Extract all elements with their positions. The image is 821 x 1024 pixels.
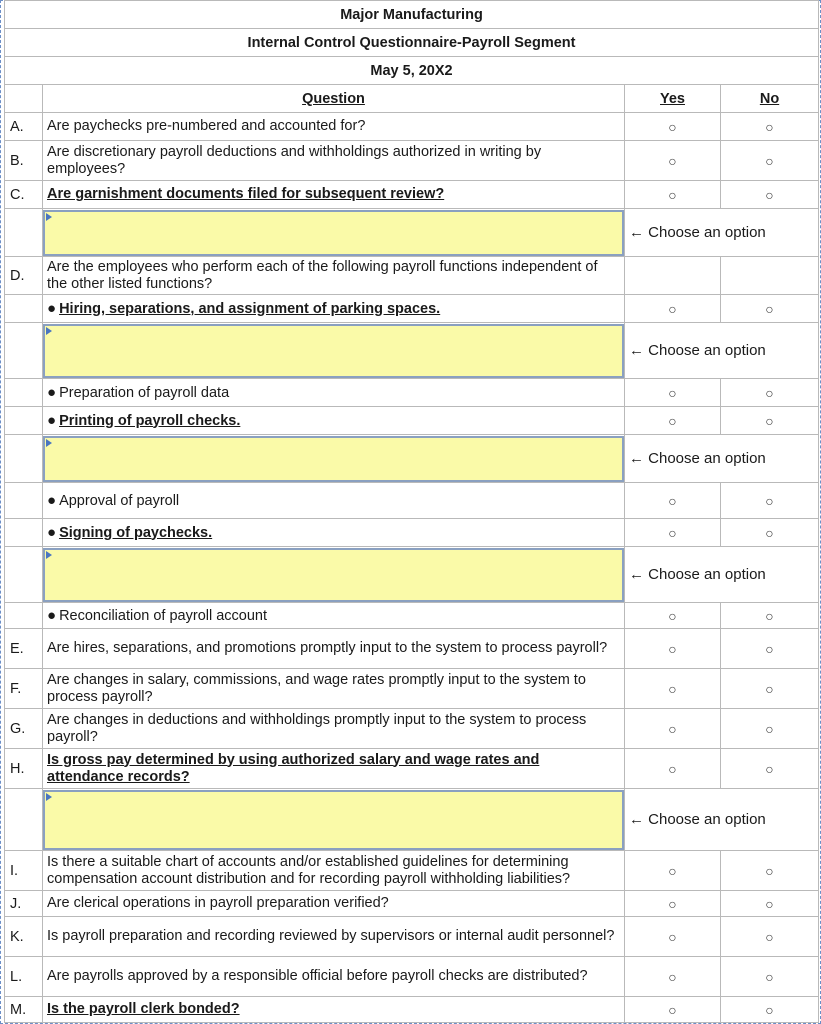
empty-cell [5,603,43,629]
question-text: Signing of paychecks. [59,524,213,541]
choose-option-dropdown[interactable]: ← Choose an option [625,209,819,257]
question-text: Reconciliation of payroll account [59,607,268,624]
no-radio[interactable]: ○ [721,295,819,323]
empty-cell [5,323,43,379]
no-radio[interactable]: ○ [721,749,819,789]
bullet-icon: ● [47,523,57,541]
empty-cell [5,295,43,323]
empty-cell [5,407,43,435]
yes-radio[interactable]: ○ [625,917,721,957]
no-radio[interactable]: ○ [721,519,819,547]
yes-radio[interactable]: ○ [625,629,721,669]
row-letter: G. [5,709,43,749]
question-text: Are hires, separations, and promotions promptly input to the system to process payroll? [43,629,625,669]
question-row-e [5,629,819,669]
yes-radio[interactable]: ○ [625,669,721,709]
bullet-icon: ● [47,299,57,317]
question-row-g [5,709,819,749]
subquestion-row [5,603,819,629]
choose-option-dropdown[interactable]: ← Choose an option [625,789,819,851]
bullet-icon: ● [47,606,57,624]
choose-option-dropdown[interactable]: ← Choose an option [625,435,819,483]
question-text: Are changes in salary, commissions, and wage rates promptly input to the system to process payroll? [43,669,625,709]
question-row-a [5,113,819,141]
question-row-h [5,749,819,789]
marker-icon [46,327,52,335]
no-radio[interactable]: ○ [721,181,819,209]
question-row-b [5,141,819,181]
question-text: Hiring, separations, and assignment of parking spaces. [59,300,441,317]
company-name: Major Manufacturing [5,1,819,29]
bullet-icon: ● [47,411,57,429]
no-radio[interactable]: ○ [721,997,819,1023]
marker-icon [46,213,52,221]
yes-radio[interactable]: ○ [625,519,721,547]
answer-cell [43,323,625,379]
row-letter: M. [5,997,43,1023]
answer-cell [43,209,625,257]
answer-cell [43,789,625,851]
bullet-icon: ● [47,383,57,401]
no-radio[interactable]: ○ [721,957,819,997]
question-text: Are discretionary payroll deductions and withholdings authorized in writing by employees? [43,141,625,181]
yes-radio[interactable]: ○ [625,709,721,749]
yes-radio[interactable]: ○ [625,295,721,323]
row-letter: B. [5,141,43,181]
empty-cell [721,257,819,295]
row-letter: C. [5,181,43,209]
row-letter: D. [5,257,43,295]
row-letter: F. [5,669,43,709]
question-row-j [5,891,819,917]
row-letter: J. [5,891,43,917]
empty-cell [625,257,721,295]
question-row-m [5,997,819,1023]
no-radio[interactable]: ○ [721,669,819,709]
answer-input-box[interactable] [43,548,624,602]
no-radio[interactable]: ○ [721,891,819,917]
no-radio[interactable]: ○ [721,629,819,669]
subquestion-row [5,519,819,547]
empty-cell [5,519,43,547]
marker-icon [46,439,52,447]
answer-row-c [5,209,819,257]
question-text: Printing of payroll checks. [59,412,241,429]
yes-radio[interactable]: ○ [625,141,721,181]
question-text: Are garnishment documents filed for subsequent review? [43,181,625,209]
yes-radio[interactable]: ○ [625,957,721,997]
question-row-f [5,669,819,709]
answer-cell [43,435,625,483]
answer-row [5,323,819,379]
question-text: Is there a suitable chart of accounts and/or established guidelines for determining compensation account distribution and for recording payroll withholding liabilities? [43,851,625,891]
subquestion-row [5,379,819,407]
question-text: Are payrolls approved by a responsible official before payroll checks are distributed? [43,957,625,997]
question-row-i [5,851,819,891]
choose-option-dropdown[interactable]: ← Choose an option [625,323,819,379]
yes-radio[interactable]: ○ [625,181,721,209]
question-text: Is the payroll clerk bonded? [43,997,625,1023]
empty-cell [5,379,43,407]
questionnaire-date: May 5, 20X2 [5,57,819,85]
answer-row [5,547,819,603]
row-letter: A. [5,113,43,141]
question-text: Is payroll preparation and recording reviewed by supervisors or internal audit personnel? [43,917,625,957]
question-text: Are paychecks pre-numbered and accounted for? [43,113,625,141]
answer-input-box[interactable] [43,436,624,482]
yes-radio[interactable]: ○ [625,997,721,1023]
yes-radio[interactable]: ○ [625,851,721,891]
no-radio[interactable]: ○ [721,141,819,181]
question-column-header: Question [43,85,625,113]
empty-cell [5,209,43,257]
question-row-k [5,917,819,957]
questionnaire-title: Internal Control Questionnaire-Payroll Segment [5,29,819,57]
empty-cell [5,789,43,851]
answer-row [5,435,819,483]
yes-radio[interactable]: ○ [625,483,721,519]
questionnaire-table [4,0,819,1023]
no-radio[interactable]: ○ [721,113,819,141]
marker-icon [46,793,52,801]
question-text: Are the employees who perform each of the following payroll functions independent of the other listed functions? [43,257,625,295]
row-letter: I. [5,851,43,891]
bullet-icon: ● [47,491,57,509]
no-radio[interactable]: ○ [721,709,819,749]
yes-column-header: Yes [625,85,721,113]
empty-cell [5,483,43,519]
marker-icon [46,551,52,559]
subquestion-row [5,407,819,435]
subquestion-row [5,295,819,323]
no-radio[interactable]: ○ [721,379,819,407]
question-row-l [5,957,819,997]
row-letter: H. [5,749,43,789]
row-letter: L. [5,957,43,997]
answer-input-box[interactable] [43,324,624,378]
empty-cell [5,547,43,603]
answer-input-box[interactable] [43,790,624,850]
question-text: Approval of payroll [59,492,180,509]
empty-cell [5,435,43,483]
question-row-d [5,257,819,295]
no-radio[interactable]: ○ [721,407,819,435]
yes-radio[interactable]: ○ [625,603,721,629]
question-text: Are changes in deductions and withholdings promptly input to the system to process payroll? [43,709,625,749]
row-letter: E. [5,629,43,669]
no-radio[interactable]: ○ [721,603,819,629]
yes-radio[interactable]: ○ [625,407,721,435]
yes-radio[interactable]: ○ [625,379,721,407]
yes-radio[interactable]: ○ [625,891,721,917]
question-text: Preparation of payroll data [59,384,230,401]
row-letter: K. [5,917,43,957]
question-text: Is gross pay determined by using authorized salary and wage rates and attendance records? [43,749,625,789]
subquestion-row [5,483,819,519]
yes-radio[interactable]: ○ [625,113,721,141]
yes-radio[interactable]: ○ [625,749,721,789]
answer-cell [43,547,625,603]
question-text: Are clerical operations in payroll preparation verified? [43,891,625,917]
choose-option-dropdown[interactable]: ← Choose an option [625,547,819,603]
no-radio[interactable]: ○ [721,483,819,519]
answer-input-box[interactable] [43,210,624,256]
no-column-header: No [721,85,819,113]
letter-header-cell [5,85,43,113]
no-radio[interactable]: ○ [721,917,819,957]
question-row-c [5,181,819,209]
answer-row-h [5,789,819,851]
no-radio[interactable]: ○ [721,851,819,891]
